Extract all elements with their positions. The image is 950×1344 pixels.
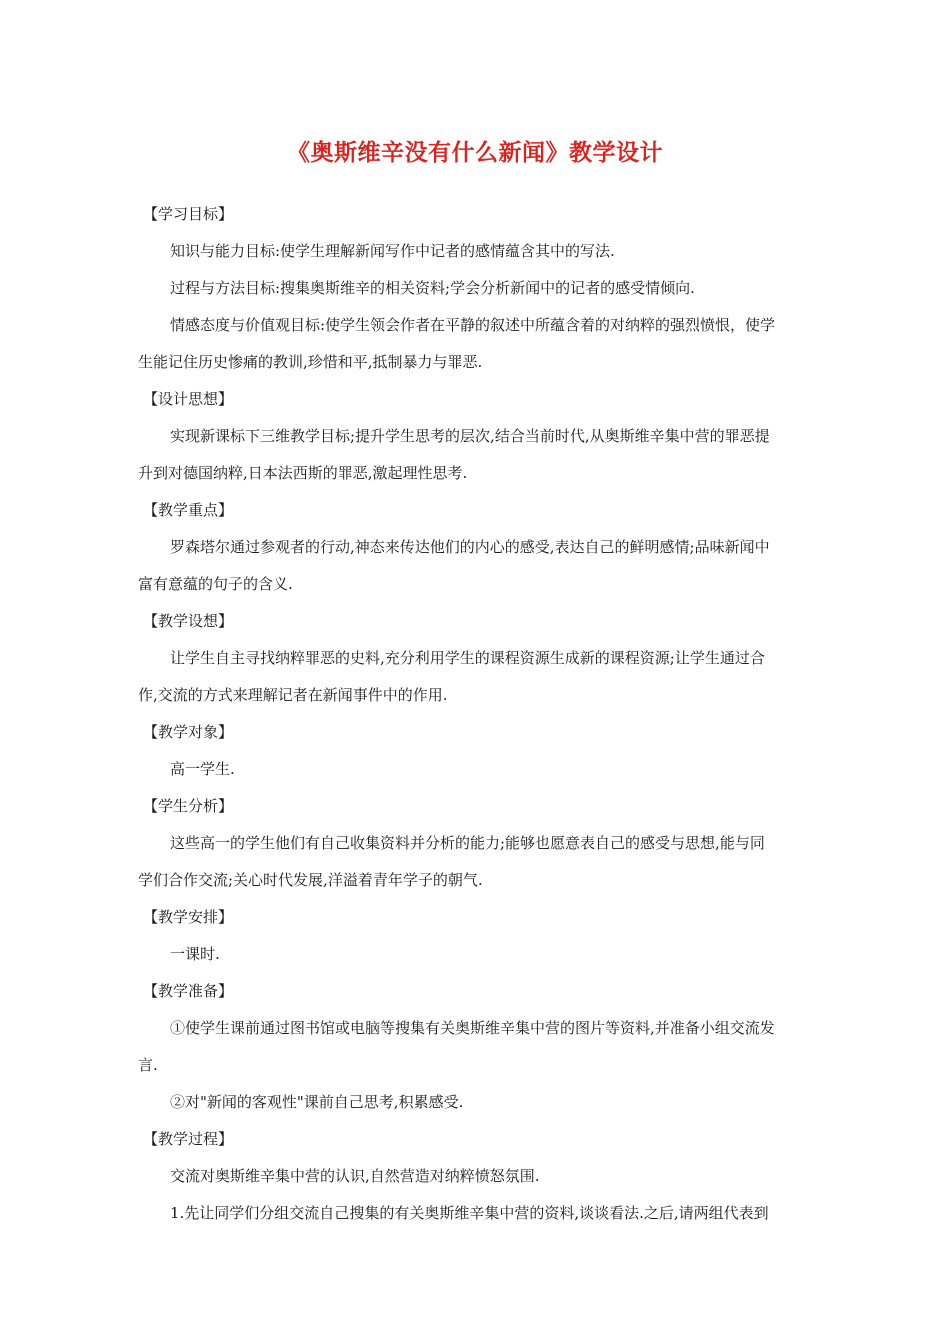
paragraph-line: 让学生自主寻找纳粹罪恶的史料,充分利用学生的课程资源生成新的课程资源;让学生通过合 [170,649,765,667]
section [138,492,818,603]
document-title: 《奥斯维辛没有什么新闻》教学设计 [287,139,663,166]
paragraph-line: 高一学生. [170,760,235,778]
paragraph-line: 言. [138,1056,158,1074]
paragraph-line: 实现新课标下三维教学目标;提升学生思考的层次,结合当前时代,从奥斯维辛集中营的罪恶提 [170,427,770,445]
paragraph-line: 这些高一的学生他们有自己收集资料并分析的能力;能够也愿意表自己的感受与思想,能与同 [170,834,765,852]
section-heading: 【教学重点】 [143,501,234,519]
paragraph-line: 知识与能力目标:使学生理解新闻写作中记者的感情蕴含其中的写法. [170,242,615,260]
section [138,381,818,492]
section [138,1121,818,1232]
section-heading: 【教学过程】 [143,1130,234,1148]
paragraph-line: 一课时. [170,945,220,963]
section [138,899,818,973]
section-heading: 【学习目标】 [143,205,234,223]
paragraph-line: 情感态度与价值观目标:使学生领会作者在平静的叙述中所蕴含着的对纳粹的强烈愤恨，使学 [170,316,776,334]
section-heading: 【学生分析】 [143,797,234,815]
section [138,603,818,714]
section [138,788,818,899]
section [138,196,818,381]
paragraph-line: 1.先让同学们分组交流自己搜集的有关奥斯维辛集中营的资料,谈谈看法.之后,请两组代表到 [170,1204,769,1222]
paragraph-line: 升到对德国纳粹,日本法西斯的罪恶,激起理性思考. [138,464,468,482]
section-heading: 【设计思想】 [143,390,234,408]
section-heading: 【教学对象】 [143,723,234,741]
paragraph-line: 罗森塔尔通过参观者的行动,神态来传达他们的内心的感受,表达自己的鲜明感情;品味新闻中 [170,538,770,556]
paragraph-line: 作,交流的方式来理解记者在新闻事件中的作用. [138,686,448,704]
paragraph-line: 交流对奥斯维辛集中营的认识,自然营造对纳粹愤怒氛围. [170,1167,540,1185]
section [138,714,818,788]
section [138,973,818,1121]
paragraph-line: 学们合作交流;关心时代发展,洋溢着青年学子的朝气. [138,871,483,889]
paragraph-line: 生能记住历史惨痛的教训,珍惜和平,抵制暴力与罪恶. [138,353,483,371]
section-heading: 【教学准备】 [143,982,234,1000]
section-heading: 【教学设想】 [143,612,234,630]
section-heading: 【教学安排】 [143,908,234,926]
paragraph-line: 过程与方法目标:搜集奥斯维辛的相关资料;学会分析新闻中的记者的感受情倾向. [170,279,695,297]
document-body [138,196,818,1232]
paragraph-line: ①使学生课前通过图书馆或电脑等搜集有关奥斯维辛集中营的图片等资料,并准备小组交流发 [170,1019,775,1037]
paragraph-line: ②对"新闻的客观性"课前自己思考,积累感受. [170,1093,464,1111]
paragraph-line: 富有意蕴的句子的含义. [138,575,293,593]
